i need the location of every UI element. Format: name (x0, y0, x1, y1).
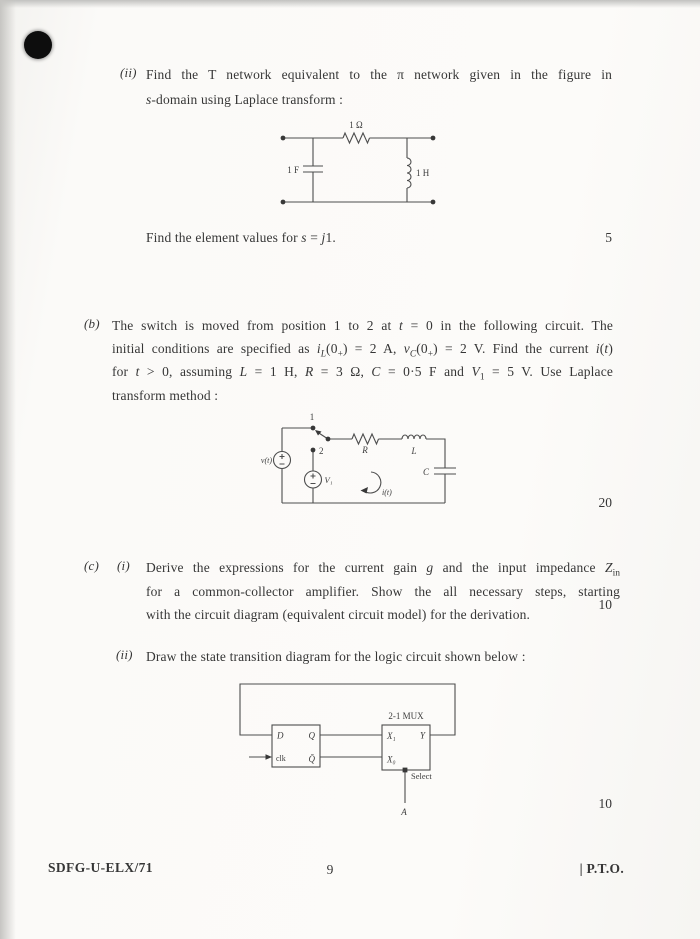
switch-position-1-label: 1 (309, 412, 315, 422)
circuit-wires (283, 133, 433, 202)
punch-hole-dot (24, 31, 52, 59)
capacitor-symbol (434, 468, 456, 474)
capacitor-value-label: 1 F (287, 165, 299, 175)
circuit-dots (311, 426, 368, 494)
resistor-label: R (362, 445, 368, 455)
capacitor-symbol (303, 166, 323, 172)
source-polarity-marks (280, 454, 285, 464)
question-aii-label: (ii) (120, 65, 137, 80)
marks-b: 20 (598, 495, 612, 510)
question-aii-followup: Find the element values for s = j1. (146, 230, 336, 245)
resistor-symbol (343, 133, 370, 143)
pto-label: | P.T.O. (579, 861, 624, 876)
pi-network-circuit-figure (252, 116, 470, 212)
switch-position-2-dot (311, 448, 316, 453)
inductor-label: L (411, 446, 417, 456)
question-ci-text: Derive the expressions for the current gain g and the input impedance $Z_{in}$ for a common-collector amplifier. Show the all necessary steps, starting with the circuit diagram (equivalent circuit model) for the derivation. (146, 560, 620, 622)
circuit-wires (240, 684, 455, 803)
q-output-label: Q (308, 730, 315, 741)
switch-position-1-dot (311, 426, 316, 431)
a-input-label: A (401, 807, 407, 817)
select-label: Select (411, 771, 432, 781)
scan-edge-top (0, 0, 700, 8)
clk-arrowhead (266, 754, 273, 759)
paper-code: SDFG-U-ELX/71 (48, 860, 153, 875)
question-b-text: The switch is moved from position 1 to 2 at t = 0 in the following circuit. The initial conditions are specified as $i_L(0_+) = 2$ A, $v_C(0_+) = 2$ V. Find the current i(t) for t > 0, assuming L = 1 H, R = 3 Ω, C = 0·5 F and $V_1 = 5$ V. Use Laplace transform method : (112, 318, 613, 403)
resistor-value-label: 1 Ω (349, 120, 363, 130)
qbar-output-label: Q̄ (308, 754, 315, 764)
source-polarity-marks (311, 474, 316, 484)
x0-input-label: X₀ (387, 754, 396, 765)
capacitor-label: C (422, 467, 429, 477)
logic-circuit-figure (231, 675, 471, 817)
scan-edge-left (0, 0, 16, 939)
question-b-label: (b) (84, 316, 100, 331)
marks-cii: 10 (598, 796, 612, 811)
switch-position-2-label: 2 (319, 446, 324, 456)
d-input-label: D (277, 730, 284, 741)
inductor-value-label: 1 H (416, 168, 430, 178)
question-cii-label: (ii) (116, 647, 133, 662)
switch-pivot-dot (326, 437, 331, 442)
resistor-symbol (352, 434, 379, 444)
loop-current-label: i(t) (382, 488, 392, 497)
select-node-dot (403, 768, 408, 773)
inductor-symbol (402, 435, 426, 439)
marks-ci: 10 (598, 597, 612, 612)
mux-title-label: 2-1 MUX (388, 711, 424, 721)
v1-label: V₁ (324, 475, 333, 485)
clk-input-label: clk (276, 754, 286, 763)
y-output-label: Y (419, 730, 425, 741)
source-label: v(t) (260, 456, 272, 465)
terminal-dots (281, 136, 436, 205)
question-ci-label: (i) (117, 558, 130, 573)
question-aii-text: Find the T network equivalent to the π network given in the figure in s-domain using Laplace transform : (146, 67, 612, 107)
question-cii-text: Draw the state transition diagram for the logic circuit shown below : (146, 649, 526, 664)
question-c-label: (c) (84, 558, 100, 573)
inductor-symbol (407, 158, 411, 188)
x1-input-label: X₁ (387, 731, 396, 741)
marks-aii: 5 (605, 230, 612, 245)
page-number: 9 (326, 862, 334, 877)
switched-rlc-circuit-figure (258, 402, 473, 514)
